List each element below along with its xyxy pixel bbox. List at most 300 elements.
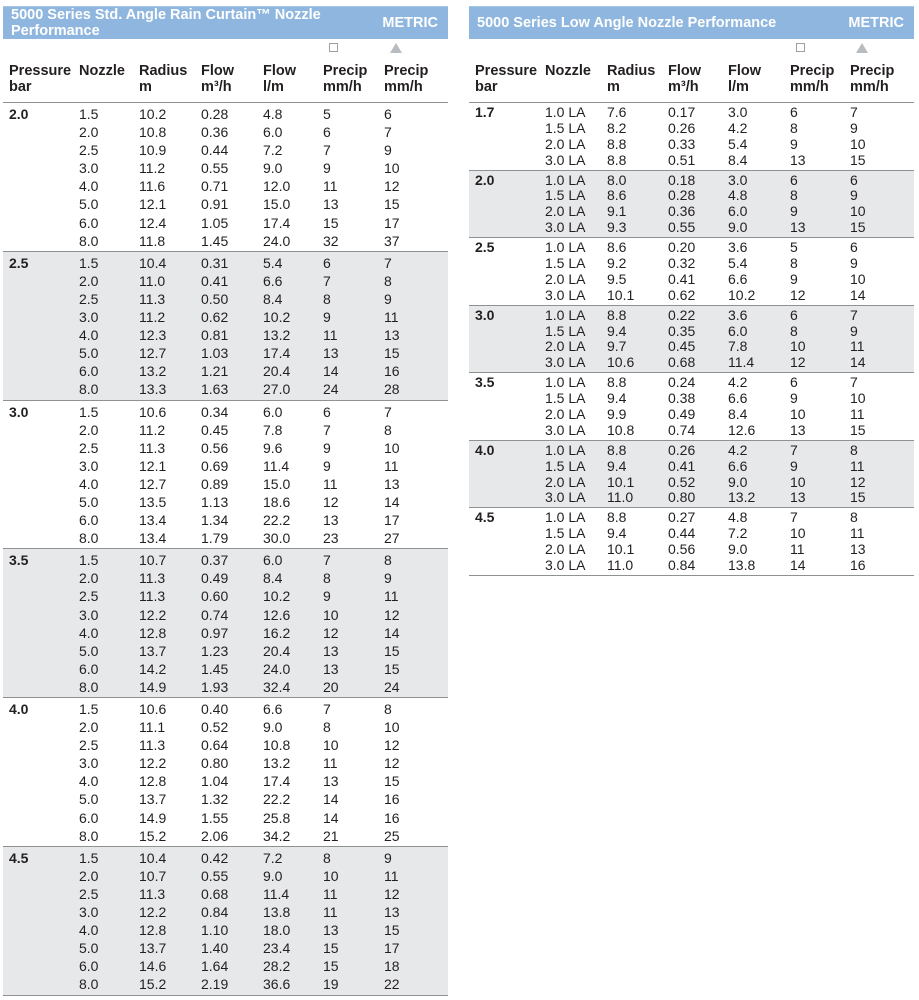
column-pressure xyxy=(3,401,79,549)
table-cell: 9.4 xyxy=(607,457,627,474)
table-cell: 6 xyxy=(790,104,798,120)
table-cell: 25.8 xyxy=(263,809,291,826)
column-precip-tri xyxy=(850,103,910,170)
header-radius: Radius m xyxy=(139,63,188,95)
column-flow-m3h xyxy=(668,306,728,373)
pressure-value: 3.5 xyxy=(9,552,29,569)
table-cell: 2.0 LA xyxy=(545,203,586,220)
column-precip-sq xyxy=(323,847,384,995)
table-cell: 12.8 xyxy=(139,773,167,790)
table-cell: 8 xyxy=(790,187,798,204)
column-pressure xyxy=(469,508,545,575)
table-cell: 0.97 xyxy=(201,624,229,641)
table-cell: 8 xyxy=(384,552,392,569)
table-cell: 6.0 xyxy=(263,403,283,420)
table-cell: 20.4 xyxy=(263,642,291,659)
table-cell: 0.81 xyxy=(201,327,229,344)
table-cell: 27 xyxy=(384,530,400,547)
table-cell: 0.26 xyxy=(668,119,696,136)
table-cell: 9.2 xyxy=(607,255,627,272)
table-cell: 0.52 xyxy=(668,473,696,490)
table-cell: 8 xyxy=(790,119,798,136)
table-cell: 13.7 xyxy=(139,940,167,957)
table-cell: 1.79 xyxy=(201,530,229,547)
table-cell: 14 xyxy=(384,624,400,641)
table-cell: 0.74 xyxy=(668,421,696,438)
table-cell: 12.4 xyxy=(139,214,167,231)
column-radius xyxy=(139,252,201,400)
table-cell: 0.31 xyxy=(201,254,229,271)
column-flow-m3h xyxy=(201,549,263,697)
triangle-spacing-icon xyxy=(856,43,868,53)
table-cell: 1.0 LA xyxy=(545,171,586,188)
table-cell: 4.8 xyxy=(728,187,748,204)
column-radius xyxy=(139,698,201,846)
table-cell: 10.4 xyxy=(139,849,167,866)
table-cell: 11 xyxy=(323,755,338,772)
table-cell: 4.8 xyxy=(263,106,283,122)
table-cell: 8 xyxy=(790,255,798,272)
table-cell: 11.3 xyxy=(139,588,166,605)
table-cell: 12.2 xyxy=(139,904,167,921)
column-flow-lm xyxy=(728,238,790,305)
table-cell: 3.6 xyxy=(728,239,748,256)
column-precip-sq xyxy=(323,103,384,251)
table-cell: 1.04 xyxy=(201,773,229,790)
table-cell: 10.7 xyxy=(139,552,167,569)
table-cell: 0.37 xyxy=(201,552,229,569)
table-cell: 13 xyxy=(323,345,339,362)
table-cell: 9 xyxy=(850,187,858,204)
column-pressure xyxy=(469,171,545,238)
std-angle-performance-table xyxy=(3,6,448,996)
table-cell: 6.0 xyxy=(263,552,283,569)
column-flow-lm xyxy=(728,441,790,508)
table-cell: 10.8 xyxy=(263,737,291,754)
column-precip-sq xyxy=(323,252,384,400)
table-cell: 13.2 xyxy=(263,327,291,344)
table-cell: 14 xyxy=(790,557,806,574)
table-cell: 8.4 xyxy=(728,151,748,168)
table-cell: 0.55 xyxy=(201,867,229,884)
table-cell: 10 xyxy=(323,737,339,754)
table-cell: 9.9 xyxy=(607,406,627,423)
column-radius xyxy=(607,441,668,508)
table-cell: 7.6 xyxy=(607,104,627,120)
table-cell: 12 xyxy=(384,885,400,902)
table-cell: 6 xyxy=(850,171,858,188)
table-cell: 0.49 xyxy=(668,406,696,423)
table-cell: 9 xyxy=(384,142,392,159)
table-cell: 1.93 xyxy=(201,678,229,695)
table-cell: 1.45 xyxy=(201,660,229,677)
column-nozzle xyxy=(545,238,607,305)
table-cell: 3.0 LA xyxy=(545,421,586,438)
pressure-group xyxy=(3,401,448,550)
table-cell: 9.0 xyxy=(728,541,748,558)
table-cell: 15 xyxy=(850,489,866,506)
column-pressure xyxy=(3,252,79,400)
table-cell: 4.0 xyxy=(79,178,99,195)
table-cell: 8.0 xyxy=(79,530,99,547)
table-cell: 2.0 LA xyxy=(545,135,586,152)
column-flow-m3h xyxy=(201,847,263,995)
column-nozzle xyxy=(79,103,139,251)
pressure-value: 4.5 xyxy=(9,849,29,866)
table-cell: 11.2 xyxy=(139,160,166,177)
table-cell: 11.3 xyxy=(139,290,166,307)
column-flow-lm xyxy=(263,252,323,400)
table-cell: 7 xyxy=(850,306,858,323)
table-cell: 2.0 LA xyxy=(545,473,586,490)
table-cell: 22.2 xyxy=(263,791,291,808)
column-flow-lm xyxy=(728,103,790,170)
table-cell: 12.6 xyxy=(728,421,756,438)
table-cell: 1.64 xyxy=(201,958,229,975)
column-radius xyxy=(607,306,668,373)
table-cell: 13 xyxy=(790,151,806,168)
column-nozzle xyxy=(79,847,139,995)
table-cell: 10.8 xyxy=(607,421,635,438)
table-cell: 15 xyxy=(323,940,339,957)
table-cell: 10.7 xyxy=(139,867,167,884)
table-cell: 7 xyxy=(323,272,331,289)
table-cell: 0.56 xyxy=(668,541,696,558)
column-precip-tri xyxy=(384,549,444,697)
column-precip-tri xyxy=(850,441,910,508)
table-cell: 15 xyxy=(384,773,400,790)
table-cell: 8.0 xyxy=(79,827,99,844)
column-nozzle xyxy=(545,508,607,575)
column-pressure xyxy=(469,441,545,508)
square-spacing-icon xyxy=(329,43,338,52)
table-cell: 11.1 xyxy=(139,719,166,736)
table-cell: 18 xyxy=(384,958,400,975)
column-nozzle xyxy=(545,103,607,170)
column-flow-m3h xyxy=(668,238,728,305)
table-cell: 10 xyxy=(323,867,339,884)
table-cell: 13.2 xyxy=(728,489,756,506)
table-cell: 13 xyxy=(790,489,806,506)
table-cell: 6.0 xyxy=(79,214,99,231)
table-cell: 1.03 xyxy=(201,345,229,362)
table-cell: 1.23 xyxy=(201,642,229,659)
table-cell: 6 xyxy=(790,171,798,188)
column-precip-sq xyxy=(323,549,384,697)
table-cell: 37 xyxy=(384,232,400,249)
table-cell: 14 xyxy=(323,791,339,808)
table-cell: 14 xyxy=(850,286,866,303)
table-cell: 12.1 xyxy=(139,196,167,213)
table-cell: 9.0 xyxy=(728,473,748,490)
column-flow-m3h xyxy=(201,252,263,400)
table-cell: 9 xyxy=(850,119,858,136)
table-cell: 7.2 xyxy=(263,849,283,866)
table-cell: 14 xyxy=(384,493,400,510)
table-cell: 0.68 xyxy=(201,885,229,902)
table-cell: 6.0 xyxy=(79,363,99,380)
table-cell: 1.0 LA xyxy=(545,104,586,120)
table-cell: 1.45 xyxy=(201,232,229,249)
table-cell: 11 xyxy=(323,327,338,344)
table-cell: 0.51 xyxy=(668,151,696,168)
table-cell: 15.2 xyxy=(139,827,167,844)
header-flow-lm: Flow l/m xyxy=(263,63,297,95)
header-nozzle: Nozzle xyxy=(79,63,125,79)
table-cell: 24.0 xyxy=(263,660,291,677)
table-cell: 12 xyxy=(790,354,806,371)
table-cell: 8.0 xyxy=(79,232,99,249)
table-cell: 13.8 xyxy=(728,557,756,574)
column-precip-sq xyxy=(790,441,850,508)
column-flow-m3h xyxy=(668,103,728,170)
table-cell: 1.5 xyxy=(79,849,99,866)
table-cell: 6.6 xyxy=(728,390,748,407)
table-cell: 12.3 xyxy=(139,327,167,344)
table-cell: 15.0 xyxy=(263,475,291,492)
table-cell: 9 xyxy=(384,849,392,866)
table-cell: 0.56 xyxy=(201,439,229,456)
table-cell: 9 xyxy=(384,570,392,587)
pressure-group xyxy=(469,508,914,576)
table-cell: 17 xyxy=(384,512,400,529)
table-cell: 15 xyxy=(384,196,400,213)
table-cell: 8.8 xyxy=(607,135,627,152)
table-cell: 8.0 xyxy=(79,381,99,398)
table-cell: 10.9 xyxy=(139,142,167,159)
table-cell: 13 xyxy=(323,660,339,677)
table-cell: 13.4 xyxy=(139,530,167,547)
table-cell: 10.2 xyxy=(728,286,756,303)
table-cell: 0.60 xyxy=(201,588,229,605)
table-cell: 0.64 xyxy=(201,737,229,754)
table-cell: 11 xyxy=(323,178,338,195)
table-cell: 20.4 xyxy=(263,363,291,380)
column-nozzle xyxy=(79,549,139,697)
table-cell: 6.0 xyxy=(79,958,99,975)
table-cell: 3.0 xyxy=(79,755,99,772)
pressure-value: 4.5 xyxy=(475,509,495,526)
table-cell: 0.45 xyxy=(201,421,229,438)
pressure-group xyxy=(3,103,448,252)
table-cell: 24 xyxy=(384,678,400,695)
pressure-value: 3.5 xyxy=(475,374,495,391)
table-cell: 1.13 xyxy=(201,493,229,510)
square-spacing-icon xyxy=(796,43,805,52)
table-cell: 5.0 xyxy=(79,940,99,957)
table-cell: 1.55 xyxy=(201,809,229,826)
table-cell: 4.0 xyxy=(79,327,99,344)
table-cell: 0.36 xyxy=(668,203,696,220)
table-cell: 12.2 xyxy=(139,755,167,772)
table-cell: 0.41 xyxy=(668,270,696,287)
table-cell: 22.2 xyxy=(263,512,291,529)
table-cell: 8.8 xyxy=(607,509,627,526)
table-cell: 2.5 xyxy=(79,588,99,605)
table-cell: 9 xyxy=(850,322,858,339)
table-cell: 13.8 xyxy=(263,904,291,921)
table-cell: 5.4 xyxy=(728,135,748,152)
table-cell: 9.5 xyxy=(607,270,627,287)
table-cell: 2.5 xyxy=(79,737,99,754)
table-cell: 0.18 xyxy=(668,171,696,188)
table-cell: 1.34 xyxy=(201,512,229,529)
table-cell: 13 xyxy=(850,541,866,558)
table-cell: 10.2 xyxy=(139,106,167,122)
column-nozzle xyxy=(79,252,139,400)
table-cell: 0.45 xyxy=(668,338,696,355)
table-cell: 8.6 xyxy=(607,187,627,204)
table-cell: 1.5 LA xyxy=(545,187,586,204)
table-cell: 7 xyxy=(790,441,798,458)
table-cell: 34.2 xyxy=(263,827,291,844)
table-cell: 0.69 xyxy=(201,457,229,474)
table-title-bar xyxy=(3,6,448,39)
table-cell: 12.6 xyxy=(263,606,291,623)
table-cell: 11.0 xyxy=(607,557,634,574)
table-cell: 11.2 xyxy=(139,421,166,438)
table-cell: 8.0 xyxy=(79,678,99,695)
table-cell: 2.0 xyxy=(79,570,99,587)
column-flow-m3h xyxy=(668,441,728,508)
table-cell: 0.41 xyxy=(668,457,696,474)
table-cell: 12 xyxy=(384,606,400,623)
column-precip-tri xyxy=(850,238,910,305)
table-cell: 11 xyxy=(384,867,399,884)
table-cell: 7.8 xyxy=(263,421,283,438)
table-cell: 0.62 xyxy=(668,286,696,303)
table-cell: 10 xyxy=(790,338,806,355)
table-cell: 13 xyxy=(323,512,339,529)
table-cell: 8.8 xyxy=(607,374,627,391)
table-cell: 7 xyxy=(384,124,392,141)
column-radius xyxy=(607,373,668,440)
column-radius xyxy=(607,171,668,238)
table-cell: 13 xyxy=(323,642,339,659)
table-cell: 3.0 LA xyxy=(545,489,586,506)
table-cell: 2.0 LA xyxy=(545,406,586,423)
column-headers xyxy=(469,39,914,103)
table-cell: 6.0 xyxy=(79,660,99,677)
column-pressure xyxy=(469,373,545,440)
table-cell: 0.44 xyxy=(201,142,229,159)
table-cell: 8 xyxy=(323,849,331,866)
table-cell: 2.06 xyxy=(201,827,229,844)
table-cell: 11.2 xyxy=(139,309,166,326)
table-cell: 2.19 xyxy=(201,976,229,993)
table-cell: 15 xyxy=(850,219,866,236)
table-cell: 3.0 LA xyxy=(545,557,586,574)
table-cell: 9.1 xyxy=(607,203,627,220)
table-cell: 2.0 LA xyxy=(545,270,586,287)
table-cell: 1.63 xyxy=(201,381,229,398)
table-cell: 16 xyxy=(384,809,400,826)
table-cell: 10.6 xyxy=(139,403,167,420)
table-cell: 8 xyxy=(323,719,331,736)
table-cell: 30.0 xyxy=(263,530,291,547)
table-cell: 9.4 xyxy=(607,322,627,339)
table-cell: 9 xyxy=(323,588,331,605)
table-cell: 10.4 xyxy=(139,254,167,271)
column-nozzle xyxy=(79,698,139,846)
table-cell: 2.0 LA xyxy=(545,541,586,558)
table-cell: 19 xyxy=(323,976,339,993)
column-nozzle xyxy=(545,306,607,373)
header-precip-square: Precip mm/h xyxy=(790,39,850,102)
table-cell: 0.62 xyxy=(201,309,229,326)
table-cell: 8.2 xyxy=(607,119,627,136)
table-cell: 0.91 xyxy=(201,196,229,213)
table-cell: 10 xyxy=(323,606,339,623)
column-flow-lm xyxy=(728,306,790,373)
table-cell: 6 xyxy=(790,306,798,323)
table-cell: 0.28 xyxy=(201,106,229,122)
table-cell: 9 xyxy=(790,270,798,287)
table-cell: 18.0 xyxy=(263,922,291,939)
table-cell: 0.40 xyxy=(201,701,229,717)
table-cell: 0.38 xyxy=(668,390,696,407)
pressure-group xyxy=(469,441,914,509)
table-cell: 0.44 xyxy=(668,525,696,542)
table-cell: 23.4 xyxy=(263,940,291,957)
table-cell: 32.4 xyxy=(263,678,291,695)
table-cell: 10 xyxy=(384,719,400,736)
column-flow-lm xyxy=(263,847,323,995)
table-cell: 16.2 xyxy=(263,624,291,641)
table-cell: 9 xyxy=(790,390,798,407)
table-cell: 6.6 xyxy=(263,272,283,289)
table-cell: 1.05 xyxy=(201,214,229,231)
table-cell: 18.6 xyxy=(263,493,291,510)
table-cell: 12 xyxy=(384,737,400,754)
header-precip-square: Precip mm/h xyxy=(323,39,384,102)
table-cell: 8 xyxy=(384,421,392,438)
table-cell: 13 xyxy=(384,475,400,492)
table-cell: 1.0 LA xyxy=(545,509,586,526)
table-title: 5000 Series Std. Angle Rain Curtain™ Nozzle Performance xyxy=(11,7,321,39)
table-cell: 17.4 xyxy=(263,345,291,362)
table-body xyxy=(3,103,448,996)
column-flow-m3h xyxy=(668,373,728,440)
header-precip-triangle: Precip mm/h xyxy=(384,39,444,102)
table-cell: 10.2 xyxy=(263,588,291,605)
table-cell: 11.4 xyxy=(728,354,755,371)
table-cell: 11 xyxy=(384,588,399,605)
column-flow-lm xyxy=(728,373,790,440)
table-cell: 4.0 xyxy=(79,773,99,790)
table-cell: 11.4 xyxy=(263,457,290,474)
table-cell: 9 xyxy=(384,290,392,307)
column-radius xyxy=(139,103,201,251)
table-cell: 11 xyxy=(850,406,865,423)
table-cell: 0.17 xyxy=(668,104,696,120)
table-cell: 0.34 xyxy=(201,403,229,420)
table-cell: 1.5 LA xyxy=(545,255,586,272)
table-cell: 15 xyxy=(323,214,339,231)
column-pressure xyxy=(3,847,79,995)
table-cell: 12.7 xyxy=(139,475,167,492)
table-cell: 17 xyxy=(384,940,400,957)
table-title-bar xyxy=(469,6,914,39)
table-cell: 11 xyxy=(323,475,338,492)
table-cell: 6.0 xyxy=(263,124,283,141)
table-cell: 12 xyxy=(790,286,806,303)
table-cell: 21 xyxy=(323,827,339,844)
table-cell: 6 xyxy=(850,239,858,256)
pressure-group xyxy=(469,171,914,239)
table-cell: 8 xyxy=(323,570,331,587)
column-precip-sq xyxy=(790,238,850,305)
